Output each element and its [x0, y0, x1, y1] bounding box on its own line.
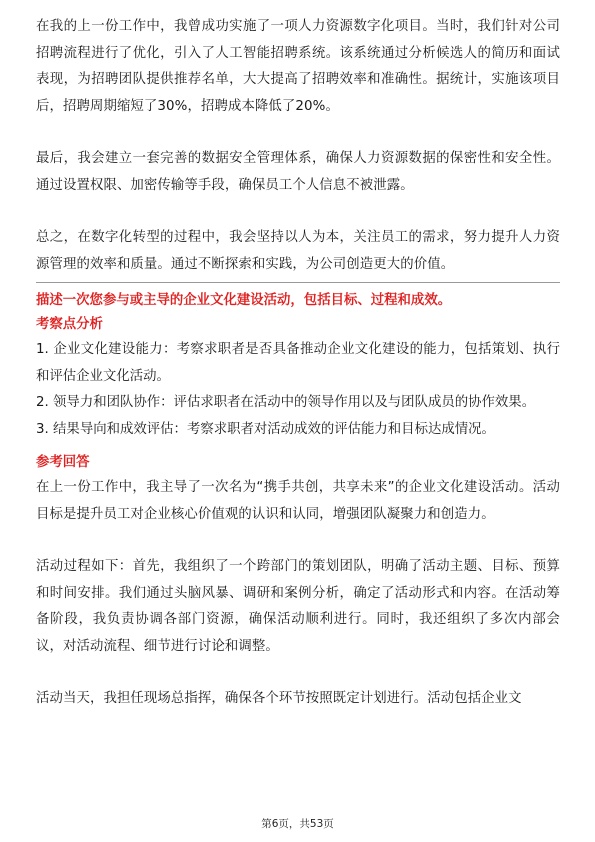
paragraph-gap — [36, 120, 560, 146]
analysis-item-3: 3. 结果导向和成效评估：考察求职者对活动成效的评估能力和目标达成情况。 — [36, 421, 495, 437]
section-gap — [36, 443, 560, 451]
page-number-label: 第6页，共53页 — [261, 818, 334, 830]
paragraph-gap — [36, 528, 560, 554]
intro-paragraph-2: 最后，我会建立一套完善的数据安全管理体系，确保人力资源数据的保密性和安全性。通过设置权限、加密传输等手段，确保员工个人信息不被泄露。 — [36, 151, 560, 193]
answer-title: 参考回答 — [36, 455, 90, 470]
answer-paragraph-2: 活动过程如下：首先，我组织了一个跨部门的策划团队，明确了活动主题、目标、预算和时间安排。我们通过头脑风暴、调研和案例分析，确定了活动形式和内容。在活动筹备阶段，我负责协调各部门资源，确保活动顺利进行。同时，我还组织了多次内部会议，对活动流程、细节进行讨论和调整。 — [36, 559, 560, 654]
intro-paragraph-3: 总之，在数字化转型的过程中，我会坚持以人为本，关注员工的需求，努力提升人力资源管理的效率和质量。通过不断探索和实践，为公司创造更大的价值。 — [36, 230, 560, 272]
paragraph-gap — [36, 199, 560, 225]
answer-paragraph-1: 在上一份工作中，我主导了一次名为“携手共创，共享未来”的企业文化建设活动。活动目标是提升员工对企业核心价值观的认识和认同，增强团队凝聚力和创造力。 — [36, 480, 560, 522]
analysis-item-2: 2. 领导力和团队协作：评估求职者在活动中的领导作用以及与团队成员的协作效果。 — [36, 395, 536, 410]
page-footer — [0, 816, 595, 831]
document-page — [36, 14, 560, 713]
question-heading: 描述一次您参与或主导的企业文化建设活动，包括目标、过程和成效。 — [36, 293, 452, 308]
intro-paragraph-1: 在我的上一份工作中，我曾成功实施了一项人力资源数字化项目。当时，我们针对公司招聘流程进行了优化，引入了人工智能招聘系统。该系统通过分析候选人的简历和面试表现，为招聘团队提供推荐名单，大大提高了招聘效率和准确性。据统计，实施该项目后，招聘周期缩短了30%，招聘成本降低了20%。 — [36, 19, 560, 114]
analysis-item-1: 1. 企业文化建设能力：考察求职者是否具备推动企业文化建设的能力，包括策划、执行和评估企业文化活动。 — [36, 342, 560, 384]
answer-paragraph-3: 活动当天，我担任现场总指挥，确保各个环节按照既定计划进行。活动包括企业文 — [36, 691, 522, 706]
paragraph-gap — [36, 660, 560, 686]
analysis-title: 考察点分析 — [36, 317, 103, 332]
section-divider — [36, 282, 560, 283]
